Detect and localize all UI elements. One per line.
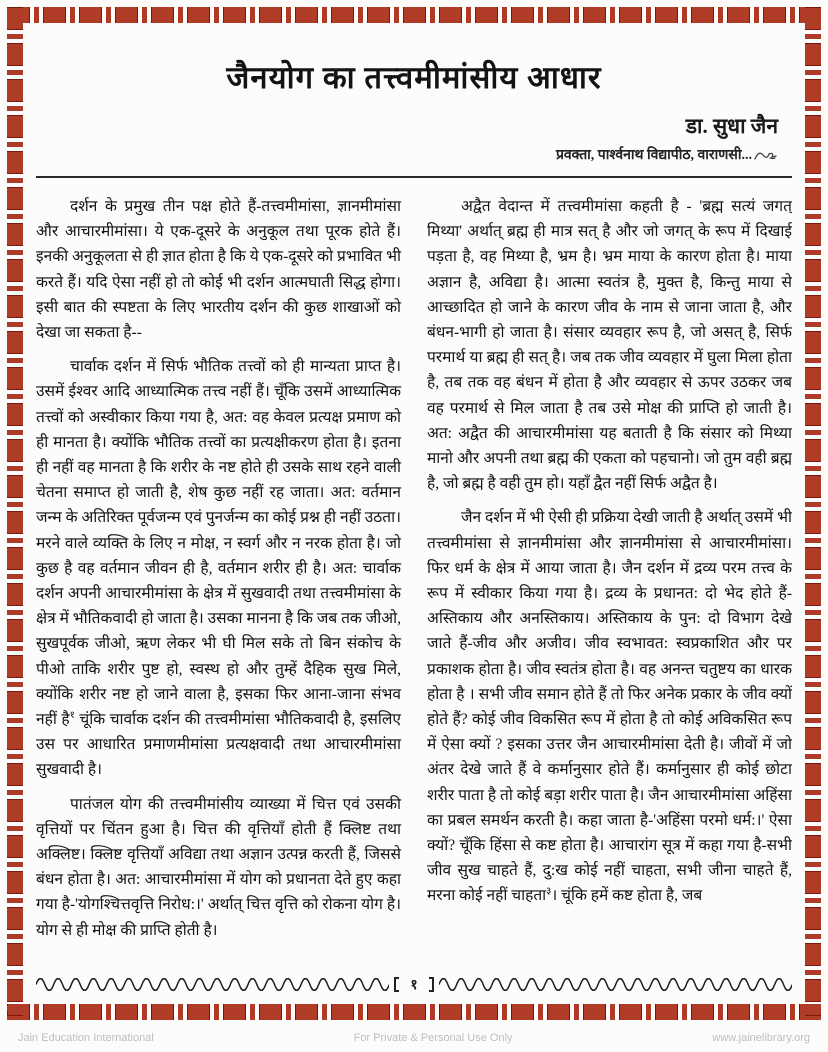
paragraph-text: जैन दर्शन में भी ऐसी ही प्रक्रिया देखी जाती है अर्थात् उसमें भी तत्त्वमीमांसा से ज्ञानमीमांसा और ज्ञानमीमांसा से आचारमीमांसा। फिर धर्म के क्षेत्र में आया जाता है। जैन दर्शन में द्रव्य परम तत्त्व के रूप में स्वीकार किया गया है। द्रव्य के प्रधानत: दो भेद होते हैं-अस्तिकाय और अनस्तिकाय। अस्तिकाय के पुन: दो विभाग देखे जाते हैं-जीव और अजीव। जीव स्वभावत: स्वप्रकाशित और पर प्रकाशक होता है। जीव स्वतंत्र होता है। वह अनन्त चतुष्टय का धारक होता है । सभी जीव समान होते हैं तो फिर अनेक प्रकार के जीव क्यों होते हैं? कोई जीव विकसित रूप में होता है तो कोई अविकसित रूप में ऐसा क्यों ? इसका उत्तर जैन आचारमीमांसा देती है। जीवों में जो अंतर देखे जाते हैं वे कर्मानुसार होते हैं। कर्मानुसार ही कोई छोटा शरीर पाता है तो कोई बड़ा शरीर पाता है। जैन आचारमीमांसा अहिंसा का प्रबल समर्थन करती है। कहा जाता है-'अहिंसा परमो धर्म:।' ऐसा क्यों? चूँकि हिंसा से कष्ट होता है। आचारांग सूत्र में कहा गया है-सभी जीव सुख चाहते हैं, दु:ख कोई नहीं चाहता, सभी जीना चाहते हैं, मरना कोई नहीं चाहता [427,509,792,905]
paragraph-text: अद्वैत वेदान्त में तत्त्वमीमांसा कहती है - 'ब्रह्म सत्यं जगत् मिथ्या' अर्थात् ब्रह्म ही मात्र सत् है और जो जगत् के रूप में दिखाई पड़ता है, वह मिथ्या है, भ्रम है। भ्रम माया के कारण होता है। माया अज्ञान है, अविद्या है। आत्मा स्वतंत्र है, मुक्त है, किन्तु माया से आच्छादित हो जाने के कारण जीव के नाम से जाना जाता है, और बंधन-भागी हो जाता है। संसार व्यवहार रूप है, जो असत् है, सिर्फ परमार्थ या ब्रह्म ही सत् है। जब तक जीव व्यवहार में घुला मिला होता है, तब तक वह बंधन में होता है और व्यवहार से ऊपर उठकर जब वह परमार्थ से मिल जाता है तब उसे मोक्ष की प्राप्ति हो जाती है। अत: अद्वैत की आचारमीमांसा यह बताती है कि संसार को मिथ्या मानो और अपनी तथा ब्रह्म की एकता को पहचानो। जो तुम वही ब्रह्म है, जो ब्रह्म है वही तुम हो। यहाँ द्वैत नहीं सिर्फ अद्वैत है। [427,198,792,493]
paragraph [36,194,401,345]
footer-left-text: Jain Education International [18,1032,154,1044]
author-affiliation-line [36,145,778,164]
footnote-ref: ३ [546,886,552,898]
paragraph [36,792,401,943]
right-column [427,194,792,974]
page-number-bracket-left [394,977,399,992]
paragraph [36,354,401,782]
left-column [36,194,401,974]
ornamental-border-left [7,7,23,1020]
signature-scribble-icon [754,148,778,163]
paragraph-text: चार्वाक दर्शन में सिर्फ भौतिक तत्त्वों को ही मान्यता प्राप्त है। उसमें ईश्वर आदि आध्यात्मिक तत्त्व नहीं हैं। चूँकि उसमें आध्यात्मिक तत्त्वों को अस्वीकार किया गया है, अत: वह केवल प्रत्यक्ष प्रमाण को ही मानता है। क्योंकि भौतिक तत्त्वों का प्रत्यक्षीकरण होता है। इतना ही नहीं वह मानता है कि शरीर के नष्ट होते ही उसके साथ रहने वाली चेतना समाप्त हो जाती है, शेष कुछ नहीं रह जाता। अत: वर्तमान जन्म के अतिरिक्त पूर्वजन्म एवं पुनर्जन्म का कोई प्रश्न ही नहीं उठता। मरने वाले व्यक्ति के लिए न मोक्ष, न स्वर्ग और न नरक होता है। जो कुछ है वह वर्तमान जीवन ही है, वर्तमान शरीर ही है। अत: चार्वाक दर्शन अपनी आचारमीमांसा के क्षेत्र में सुखवादी तथा तत्त्वमीमांसा के क्षेत्र में भौतिकवादी हो जाता है। उसका मानना है कि जब तक जीओ, सुखपूर्वक जीओ, ऋण लेकर भी घी मिल सके तो बिन संकोच के पीओ ताकि शरीर पुष्ट हो, स्वस्थ हो और तुम्हें दैहिक सुख मिले, क्योंकि शरीर नष्ट हो जाने वाला है, इसका फिर आना-जाना संभव नहीं है [36,358,401,729]
paragraph-text: चूंकि चार्वाक दर्शन की तत्त्वमीमांसा भौतिकवादी है, इसलिए उस पर आधारित प्रमाणमीमांसा प्रत्यक्षवादी तथा आचारमीमांसा सुखवादी है। [36,711,402,779]
paragraph [427,194,792,496]
squiggle-line-right [439,978,792,991]
ornamental-border-bottom [7,1004,821,1020]
scanned-page [36,30,792,974]
page-number: १ [410,978,418,993]
footnote-ref: १ [69,709,75,721]
paragraph [427,505,792,908]
footer-center-text: For Private & Personal Use Only [353,1032,513,1044]
ornamental-border-top [7,7,821,23]
ornamental-border-right [805,7,821,1020]
squiggle-line-left [36,978,389,991]
paragraph-text: दर्शन के प्रमुख तीन पक्ष होते हैं-तत्त्वमीमांसा, ज्ञानमीमांसा और आचारमीमांसा। ये एक-दूसरे के अनुकूल तथा पूरक होते हैं। इनकी अनुकूलता से ही ज्ञात होता है कि ये एक-दूसरे को प्रभावित भी करते हैं। यदि ऐसा नहीं हो तो कोई भी दर्शन आत्मघाती सिद्ध होगा। इसी बात की स्पष्टता के लिए भारतीय दर्शन की कुछ शाखाओं को देखा जा सकता है-- [36,198,401,342]
author-affiliation: प्रवक्ता, पार्श्वनाथ विद्यापीठ, वाराणसी... [555,148,752,163]
header-divider [36,176,792,178]
paragraph-text: पातंजल योग की तत्त्वमीमांसीय व्याख्या में चित्त एवं उसकी वृत्तियों पर चिंतन हुआ है। चित्त की वृत्तियाँ होती हैं क्लिष्ट तथा अक्लिष्ट। क्लिष्ट वृत्तियाँ अविद्या तथा अज्ञान उत्पन्न करती हैं, जिससे बंधन होता है। अत: आचारमीमांसा में योग को प्रधानता देते हुए कहा गया है-'योगश्चित्तवृत्ति निरोध:।' अर्थात् चित्त वृत्ति को रोकना योग है। योग से ही मोक्ष की प्राप्ति होती है। [36,795,401,939]
page-title: जैनयोग का तत्त्वमीमांसीय आधार [226,60,602,95]
author-block [36,112,792,164]
article-body [36,194,792,974]
footer-right-text: www.jainelibrary.org [712,1032,810,1044]
paragraph-text: । चूंकि हमें कष्ट होता है, जब [551,887,703,905]
scan-footer [0,1032,828,1044]
author-name: डा. सुधा जैन [685,114,778,138]
page-number-bracket-right [429,977,434,992]
page-number-divider [36,975,792,994]
